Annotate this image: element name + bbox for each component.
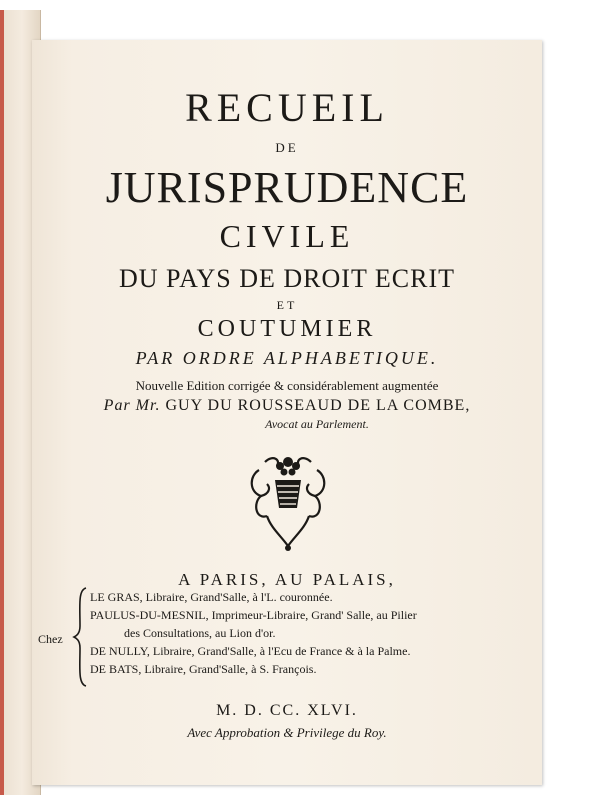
chez-label: Chez — [38, 632, 63, 646]
seller-paulus-cont: des Consultations, au Lion d'or. — [124, 626, 276, 640]
seller-de-bats: DE BATS, Libraire, Grand'Salle, à S. François. — [90, 662, 317, 676]
title-pays: DU PAYS DE DROIT ECRIT — [119, 264, 455, 293]
author-prefix: Par Mr. — [103, 397, 161, 414]
privilege-note: Avec Approbation & Privilege du Roy. — [187, 725, 387, 740]
edition-note: Nouvelle Edition corrigée & considérablement augmentée — [135, 378, 439, 393]
title-coutumier: COUTUMIER — [197, 316, 377, 342]
title-ordre: PAR ORDRE ALPHABETIQUE. — [135, 348, 439, 368]
title-de: DE — [275, 140, 299, 155]
title-recueil: RECUEIL — [185, 85, 389, 130]
seller-paulus: PAULUS-DU-MESNIL, Imprimeur-Libraire, Grand' Salle, au Pilier — [90, 608, 417, 622]
seller-de-nully: DE NULLY, Libraire, Grand'Salle, à l'Ecu de France & à la Palme. — [90, 644, 411, 658]
red-edge — [0, 10, 4, 795]
title-page — [32, 40, 542, 785]
title-civile: CIVILE — [219, 218, 355, 254]
curly-brace-icon — [72, 586, 88, 688]
title-et: ET — [276, 298, 298, 312]
title-jurisprudence: JURISPRUDENCE — [105, 163, 469, 212]
author-role: Avocat au Parlement. — [265, 417, 369, 431]
imprint-place: A PARIS, AU PALAIS, — [178, 570, 396, 589]
author-name: GUY DU ROUSSEAUD DE LA COMBE, — [165, 397, 471, 414]
sellers-list — [90, 588, 417, 678]
seller-le-gras: LE GRAS, Libraire, Grand'Salle, à l'L. couronnée. — [90, 590, 333, 604]
publication-date: M. D. CC. XLVI. — [216, 702, 358, 719]
basket-ornament-icon — [247, 450, 329, 552]
author-line — [32, 397, 542, 415]
